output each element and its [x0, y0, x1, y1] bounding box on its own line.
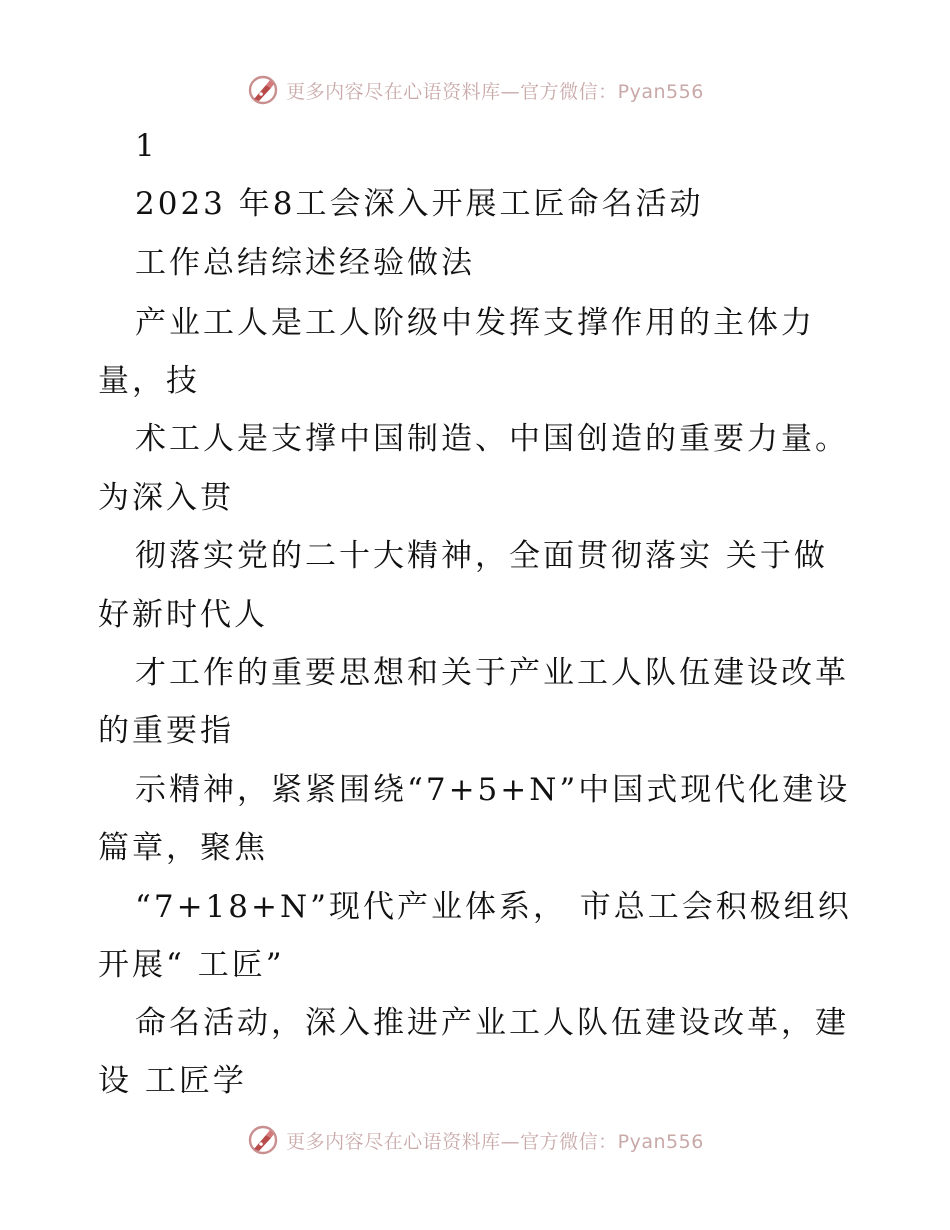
watermark-text: 更多内容尽在心语资料库—官方微信：Pyan556: [286, 80, 704, 103]
document-subtitle: 工作总结综述经验做法: [135, 245, 475, 281]
watermark-text: 更多内容尽在心语资料库—官方微信：Pyan556: [286, 1130, 704, 1153]
pen-nib-circle-icon: [246, 73, 280, 107]
text-line: 示精神，紧紧围绕“7+5+N”中国式现代化建设: [135, 772, 851, 808]
text-line: 彻落实党的二十大精神，全面贯彻落实 关于做: [135, 538, 828, 574]
page-number: 1: [135, 128, 158, 164]
text-line: “7+18+N”现代产业体系， 市总工会积极组织: [135, 889, 852, 925]
text-line: 好新时代人: [98, 597, 268, 633]
text-line: 产业工人是工人阶级中发挥支撑作用的主体力: [135, 305, 815, 341]
text-line: 设 工匠学: [98, 1063, 247, 1099]
text-line: 量，技: [98, 363, 200, 399]
text-line: 篇章，聚焦: [98, 830, 268, 866]
text-line: 的重要指: [98, 713, 234, 749]
text-line: 为深入贯: [98, 480, 234, 516]
text-line: 命名活动，深入推进产业工人队伍建设改革，建: [135, 1005, 849, 1041]
watermark-footer: [0, 1120, 950, 1160]
watermark-header: [0, 70, 950, 110]
text-line: 才工作的重要思想和关于产业工人队伍建设改革: [135, 655, 849, 691]
text-line: 开展“ 工匠”: [98, 947, 285, 983]
document-title: 2023 年8工会深入开展工匠命名活动: [135, 186, 704, 222]
pen-nib-circle-icon: [246, 1123, 280, 1157]
text-line: 术工人是支撑中国制造、中国创造的重要力量。: [135, 421, 849, 457]
